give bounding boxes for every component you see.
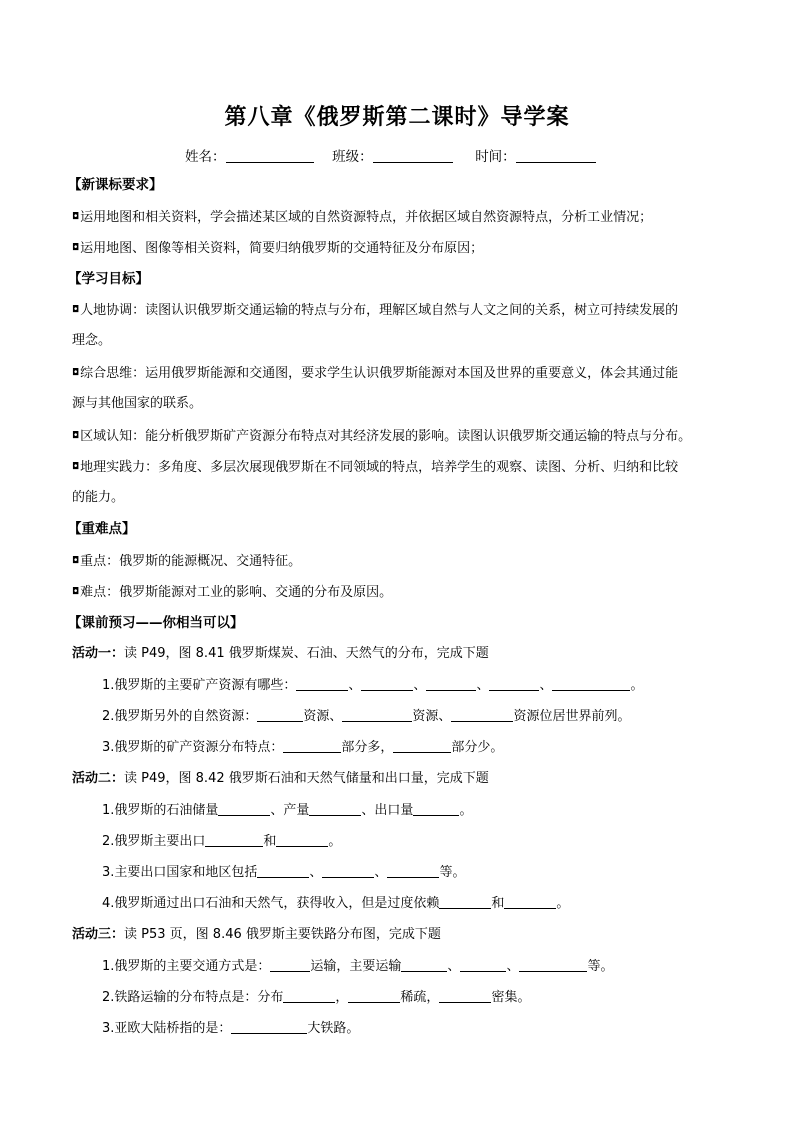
answer-blank[interactable] [413,802,459,816]
answer-blank[interactable] [276,833,328,847]
activity-two-q1: 1.俄罗斯的石油储量 、产量 、出口量 。 [102,803,473,818]
answer-blank[interactable] [489,677,539,691]
answer-blank[interactable] [270,958,310,972]
answer-blank[interactable] [393,739,451,753]
class-label: 班级： [332,149,373,165]
answer-blank[interactable] [361,677,413,691]
activity-one-q1: 1.俄罗斯的主要矿产资源有哪些： 、 、 、 、 。 [102,678,644,693]
answer-blank[interactable] [296,677,348,691]
goal-item-cont: 源与其他国家的联系。 [72,396,203,411]
answer-blank[interactable] [439,989,491,1003]
activity-three-q3: 3.亚欧大陆桥指的是： 大铁路。 [102,1021,360,1036]
goal-item: ◘人地协调：读图认识俄罗斯交通运输的特点与分布，理解区域自然与人文之间的关系，树立可持续发展的 [72,303,679,318]
difficult-point: ◘难点：俄罗斯能源对工业的影响、交通的分布及原因。 [72,585,393,600]
answer-blank[interactable] [257,864,309,878]
answer-blank[interactable] [283,989,335,1003]
activity-one-q2: 2.俄罗斯另外的自然资源： 资源、 资源、 资源位居世界前列。 [102,709,631,724]
section-heading-standards: 【新课标要求】 [68,177,163,193]
answer-blank[interactable] [283,739,341,753]
standard-item: ◘运用地图和相关资料，学会描述某区域的自然资源特点，并依据区域自然资源特点，分析工业情况； [72,210,653,225]
answer-blank[interactable] [426,677,476,691]
activity-three-q1: 1.俄罗斯的主要交通方式是： 运输，主要运输 、 、 等。 [102,959,614,974]
name-blank[interactable] [226,148,314,163]
answer-blank[interactable] [401,958,447,972]
answer-blank[interactable] [218,802,270,816]
activity-two-q2: 2.俄罗斯主要出口 和 。 [102,834,342,849]
class-blank[interactable] [373,148,453,163]
name-label: 姓名： [185,149,226,165]
answer-blank[interactable] [439,895,491,909]
answer-blank[interactable] [309,802,361,816]
section-heading-key: 【重难点】 [68,521,136,537]
answer-blank[interactable] [504,895,556,909]
page-title: 第八章《俄罗斯第二课时》导学案 [224,104,570,130]
answer-blank[interactable] [552,677,630,691]
answer-blank[interactable] [348,989,400,1003]
answer-blank[interactable] [451,708,513,722]
activity-two-heading: 活动二：读 P49，图 8.42 俄罗斯石油和天然气储量和出口量，完成下题 [72,771,489,786]
answer-blank[interactable] [460,958,506,972]
answer-blank[interactable] [387,864,439,878]
goal-item: ◘区域认知：能分析俄罗斯矿产资源分布特点对其经济发展的影响。读图认识俄罗斯交通运输的特点与分布。 [72,429,692,444]
answer-blank[interactable] [205,833,263,847]
activity-one-heading: 活动一：读 P49，图 8.41 俄罗斯煤炭、石油、天然气的分布，完成下题 [72,646,489,661]
key-point: ◘重点：俄罗斯的能源概况、交通特征。 [72,554,302,569]
answer-blank[interactable] [231,1020,307,1034]
goal-item-cont: 理念。 [72,333,112,348]
answer-blank[interactable] [342,708,412,722]
answer-blank[interactable] [257,708,303,722]
activity-two-q4: 4.俄罗斯通过出口石油和天然气，获得收入，但是过度依赖 和 。 [102,896,570,911]
section-heading-goals: 【学习目标】 [68,271,149,287]
time-blank[interactable] [516,148,596,163]
goal-item: ◘地理实践力：多角度、多层次展现俄罗斯在不同领域的特点，培养学生的观察、读图、分析、归纳和比较 [72,460,679,475]
section-heading-preview: 【课前预习——你相当可以】 [68,615,244,631]
activity-three-heading: 活动三：读 P53 页，图 8.46 俄罗斯主要铁路分布图，完成下题 [72,927,441,942]
activity-one-q3: 3.俄罗斯的矿产资源分布特点： 部分多， 部分少。 [102,740,504,755]
answer-blank[interactable] [322,864,374,878]
standard-item: ◘运用地图、图像等相关资料，简要归纳俄罗斯的交通特征及分布原因； [72,241,484,256]
student-info-line [185,145,596,165]
time-label: 时间： [475,149,516,165]
answer-blank[interactable] [519,958,587,972]
goal-item: ◘综合思维：运用俄罗斯能源和交通图，要求学生认识俄罗斯能源对本国及世界的重要意义，体会其通过能 [72,366,679,381]
activity-three-q2: 2.铁路运输的分布特点是：分布 ， 稀疏， 密集。 [102,990,531,1005]
activity-two-q3: 3.主要出口国家和地区包括 、 、 等。 [102,865,466,880]
goal-item-cont: 的能力。 [72,490,125,505]
